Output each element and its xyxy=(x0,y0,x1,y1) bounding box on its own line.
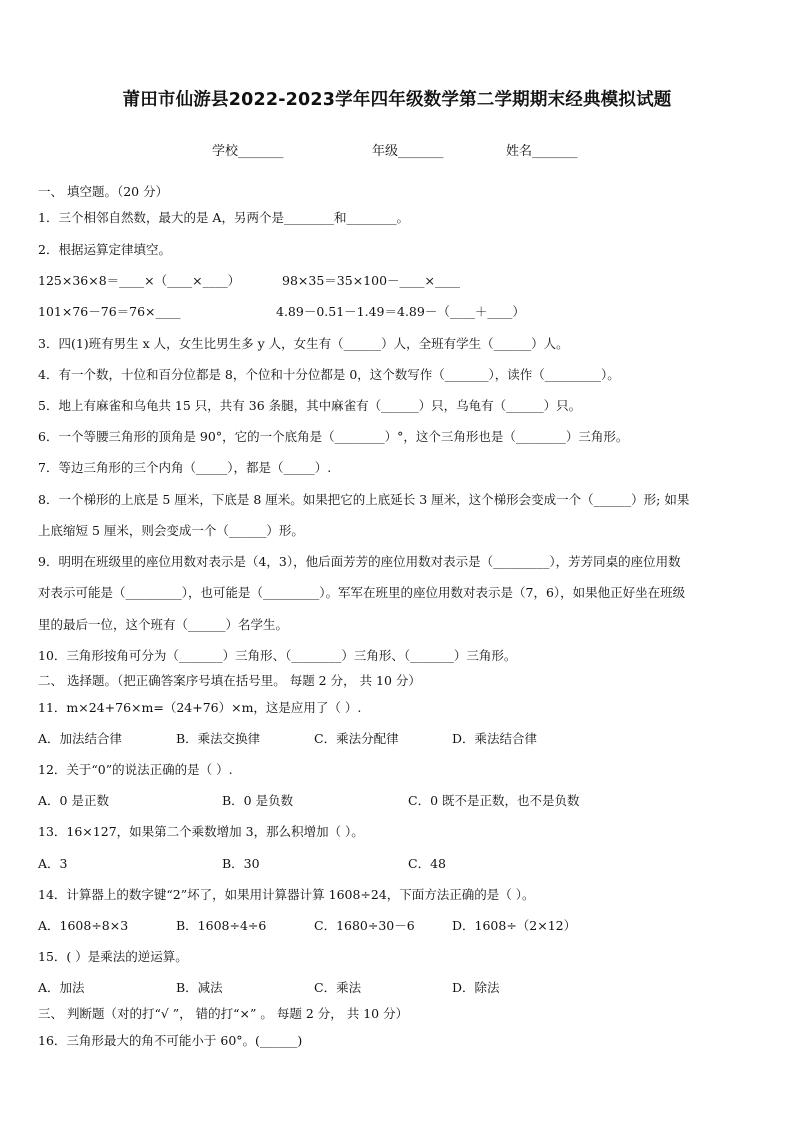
option: B．1608÷4÷6 xyxy=(176,918,267,933)
question-8b: 上底缩短 5 厘米，则会变成一个（______）形。 xyxy=(38,523,304,538)
question-14: 14．计算器上的数字键“2”坏了，如果用计算器计算 1608÷24，下面方法正确的是（ ）。 xyxy=(38,887,535,902)
section-heading-1: 一、 填空题。（20 分） xyxy=(38,184,169,199)
question-11: 11．m×24+76×m=（24+76）×m，这是应用了（ ）. xyxy=(38,700,362,715)
question-8a: 8．一个梯形的上底是 5 厘米，下底是 8 厘米。如果把它的上底延长 3 厘米，这个梯形会变成一个（______）形; 如果 xyxy=(38,492,690,507)
question-9a: 9．明明在班级里的座位用数对表示是（4，3），他后面芳芳的座位用数对表示是（_________），芳芳同桌的座位用数 xyxy=(38,554,681,569)
option: D．除法 xyxy=(452,980,500,995)
question-7: 7．等边三角形的三个内角（_____），都是（_____）. xyxy=(38,460,332,475)
question-5: 5．地上有麻雀和乌龟共 15 只，共有 36 条腿，其中麻雀有（______）只，乌龟有（______）只。 xyxy=(38,398,582,413)
option: C．1680÷30－6 xyxy=(314,918,415,933)
question-9b: 对表示可能是（_________），也可能是（_________）。军军在班里的座位用数对表示是（7，6），如果他正好坐在班级 xyxy=(38,585,686,600)
question-2c: 101×76－76＝76×____ xyxy=(38,304,181,319)
option: C．48 xyxy=(408,856,446,871)
option: A．3 xyxy=(38,856,68,871)
option: C．乘法分配律 xyxy=(314,731,399,746)
question-15: 15．( ）是乘法的逆运算。 xyxy=(38,949,188,964)
question-12: 12．关于“0”的说法正确的是（ ）. xyxy=(38,762,233,777)
option: D．乘法结合律 xyxy=(452,731,538,746)
option: B．30 xyxy=(222,856,260,871)
option: B．0 是负数 xyxy=(222,793,294,808)
section-heading-2: 二、 选择题。（把正确答案序号填在括号里。 每题 2 分， 共 10 分） xyxy=(38,673,421,688)
question-2b: 98×35＝35×100－____×____ xyxy=(282,273,460,288)
option: A．0 是正数 xyxy=(38,793,109,808)
option: B．乘法交换律 xyxy=(176,731,261,746)
option: A．加法 xyxy=(38,980,85,995)
option: A．1608÷8×3 xyxy=(38,918,129,933)
question-1: 1．三个相邻自然数，最大的是 A，另两个是________和________。 xyxy=(38,210,409,225)
school-field: 学校_______ xyxy=(212,144,284,159)
question-4: 4．有一个数，十位和百分位都是 8，个位和十分位都是 0，这个数写作（_______），读作（_________）。 xyxy=(38,367,620,382)
option: B．减法 xyxy=(176,980,223,995)
question-2: 2．根据运算定律填空。 xyxy=(38,242,171,257)
question-16: 16．三角形最大的角不可能小于 60°。(______) xyxy=(38,1033,303,1048)
page-title: 莆田市仙游县2022-2023学年四年级数学第二学期期末经典模拟试题 xyxy=(122,90,672,110)
section-heading-3: 三、 判断题（对的打“√ ”， 错的打“×” 。 每题 2 分， 共 10 分） xyxy=(38,1006,409,1021)
option: D．1608÷（2×12） xyxy=(452,918,577,933)
question-9c: 里的最后一位，这个班有（______）名学生。 xyxy=(38,617,289,632)
question-2a: 125×36×8＝____×（____×____） xyxy=(38,273,241,288)
grade-field: 年级_______ xyxy=(372,144,444,159)
question-2d: 4.89－0.51－1.49＝4.89－（____＋____） xyxy=(276,304,525,319)
option: C．乘法 xyxy=(314,980,362,995)
question-10: 10．三角形按角可分为（_______）三角形、（________）三角形、（_______）三角形。 xyxy=(38,648,517,663)
name-field: 姓名_______ xyxy=(506,144,578,159)
question-6: 6．一个等腰三角形的顶角是 90°，它的一个底角是（________）°，这个三角形也是（________）三角形。 xyxy=(38,429,629,444)
question-13: 13．16×127，如果第二个乘数增加 3，那么积增加（ ）。 xyxy=(38,824,364,839)
question-3: 3．四(1)班有男生 x 人，女生比男生多 y 人，女生有（______）人，全班有学生（______）人。 xyxy=(38,336,569,351)
option: C．0 既不是正数，也不是负数 xyxy=(408,793,580,808)
option: A．加法结合律 xyxy=(38,731,123,746)
